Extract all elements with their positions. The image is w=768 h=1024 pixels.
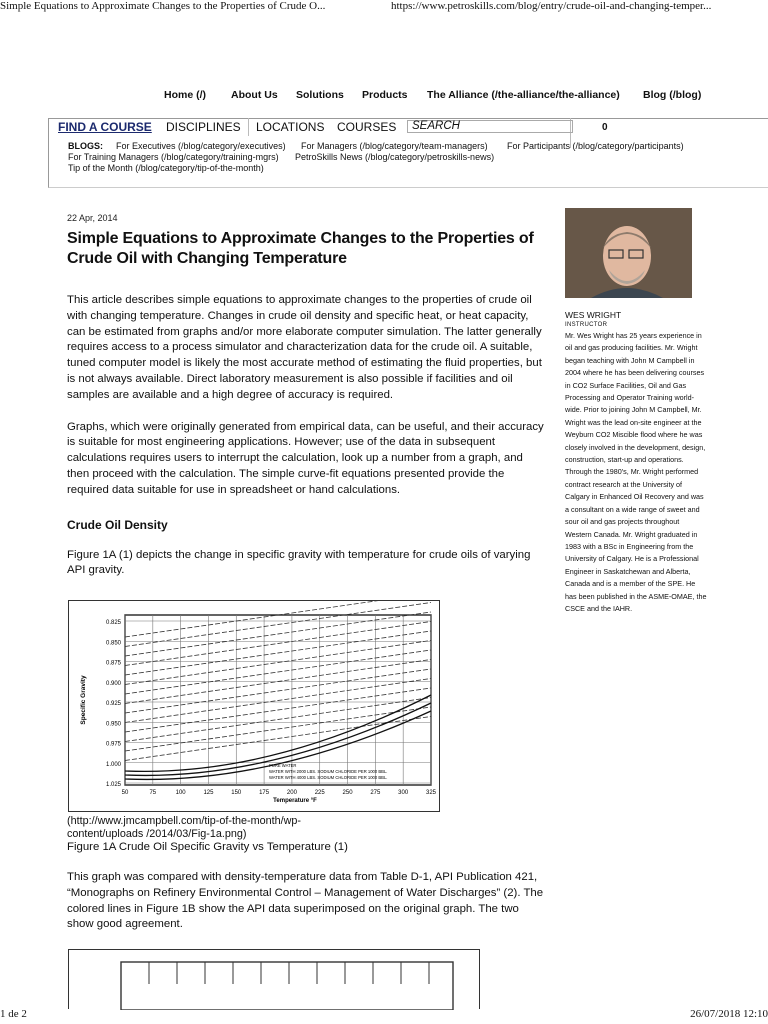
legend-label: PURE WATER — [269, 763, 297, 768]
x-tick-label: 200 — [286, 790, 297, 796]
figure-link[interactable]: (http://www.jmcampbell.com/tip-of-the-month/wp-content/uploads /2014/03/Fig-1a.png) — [67, 815, 302, 840]
gravity-line — [125, 669, 431, 713]
gravity-line — [125, 679, 431, 723]
author-photo — [565, 208, 692, 298]
x-tick-label: 325 — [425, 790, 437, 796]
x-tick-label: 300 — [398, 790, 409, 796]
nav-about-link[interactable]: About Us — [231, 89, 278, 101]
x-tick-label: 75 — [149, 790, 157, 796]
gravity-line — [125, 650, 431, 694]
blog-managers-link[interactable]: For Managers (/blog/category/team-managers) — [301, 141, 488, 151]
gravity-line — [125, 688, 431, 732]
disciplines-menu[interactable]: DISCIPLINES — [166, 120, 241, 134]
y-axis-label: Specific Gravity — [80, 675, 87, 725]
blog-participants-link[interactable]: For Participants (/blog/category/participants) — [507, 141, 684, 151]
gravity-line — [125, 612, 431, 656]
nav-alliance-link[interactable]: The Alliance (/the-alliance/the-alliance) — [427, 89, 620, 101]
y-tick-label: 0.925 — [105, 701, 121, 707]
nav-blog-link[interactable]: Blog (/blog) — [643, 89, 702, 101]
nav-home-link[interactable]: Home (/) — [164, 89, 206, 101]
legend-label: WATER WITH 2000 LBS. SODIUM CHLORIDE PER 1000 BBL. — [269, 769, 388, 774]
figure-1a — [68, 600, 440, 812]
y-tick-label: 0.900 — [105, 680, 121, 687]
blogs-label: BLOGS: — [68, 141, 103, 151]
article-title: Simple Equations to Approximate Changes to the Properties of Crude Oil with Changing Temperature — [67, 230, 534, 267]
blog-training-link[interactable]: For Training Managers (/blog/category/training-mgrs) — [68, 152, 279, 162]
article-paragraph: Figure 1A (1) depicts the change in specific gravity with temperature for crude oils of varying API gravity. — [67, 548, 531, 577]
blog-tip-link[interactable]: Tip of the Month (/blog/category/tip-of-the-month) — [68, 163, 264, 173]
author-name: WES WRIGHT — [565, 310, 622, 320]
y-tick-label: 0.875 — [105, 660, 121, 667]
print-header — [0, 0, 768, 14]
x-tick-label: 125 — [203, 790, 214, 796]
y-tick-label: 0.825 — [105, 620, 121, 626]
gravity-line — [125, 603, 431, 647]
article-paragraph: Graphs, which were originally generated from empirical data, can be useful, and their accuracy is suitable for most engineering applications. However; use of the data in subsequent calculations requires users to interrupt the calculation, look up a number from a graph, and then proceed with the calculation. The simple curve-fit equations presented provide the required data suitable for use in spreadsheet or hand calculations. — [67, 420, 544, 496]
cart-count-badge[interactable]: 0 — [602, 122, 608, 133]
x-tick-label: 175 — [259, 790, 270, 796]
article-paragraph: This graph was compared with density-temperature data from Table D-1, API Publication 421, “Monographs on Refinery Environmental Control – Management of Water Discharges” (2). The colored lines in Figure 1B show the API data superimposed on the original graph. The two show good agreement. — [67, 871, 544, 931]
search-input[interactable]: SEARCH — [407, 120, 573, 133]
print-page-url: https://www.petroskills.com/blog/entry/crude-oil-and-changing-temper... — [391, 0, 712, 12]
nav-solutions-link[interactable]: Solutions — [296, 89, 344, 101]
x-tick-label: 275 — [370, 790, 381, 796]
article-date: 22 Apr, 2014 — [67, 213, 118, 223]
author-bio: Mr. Wes Wright has 25 years experience in oil and gas producing facilities. Mr. Wright began teaching with John M Campbell in 2004 where he has been delivering courses in CO2 Surface Facilities, Oil and Gas Processing and Operator Training world-wide. Prior to joining John M Campbell, Mr. Wright was the lead on-site engineer at the Weyburn CO2 Miscible flood where he was closely involved in the development, design, construction, start-up and operations. Through the 1980's, Mr. Wright performed contract research at the University of Calgary in Enhanced Oil Recovery and was a consultant on a wide range of sweet and sour oil and gas projects throughout Western Canada. Mr. Wright graduated in 1983 with a BSc in Engineering from the University of Calgary. He is a Professional Engineer in Saskatchewan and Alberta, Canada and is a member of the SPE. He has been published in the ASME-OMAE, the CSCE and the IAHR. — [565, 331, 707, 613]
gravity-line — [125, 707, 431, 751]
blog-news-link[interactable]: PetroSkills News (/blog/category/petroskills-news) — [295, 152, 495, 162]
courses-menu[interactable]: COURSES — [337, 120, 397, 134]
locations-menu[interactable]: LOCATIONS — [256, 120, 325, 134]
print-page-number: 1 de 2 — [0, 1008, 27, 1020]
author-role: INSTRUCTOR — [565, 322, 608, 328]
print-footer — [0, 1008, 768, 1024]
section-heading: Crude Oil Density — [67, 517, 168, 532]
x-axis-label: Temperature °F — [273, 798, 317, 804]
find-course-link[interactable]: FIND A COURSE — [58, 120, 152, 134]
gravity-line — [125, 622, 431, 666]
x-tick-label: 250 — [342, 790, 353, 796]
course-nav — [0, 120, 768, 136]
article — [67, 213, 545, 579]
figure-1b-chart — [69, 950, 479, 1010]
y-tick-label: 1.025 — [105, 782, 121, 788]
gravity-line — [125, 698, 431, 742]
gravity-line — [125, 641, 431, 685]
blog-executives-link[interactable]: For Executives (/blog/category/executives) — [116, 141, 286, 151]
legend-label: WATER WITH 4000 LBS. SODIUM CHLORIDE PER 1000 BBL. — [269, 775, 388, 780]
nav-products-link[interactable]: Products — [362, 89, 408, 101]
gravity-line — [125, 631, 431, 675]
x-tick-label: 50 — [121, 790, 129, 796]
y-tick-label: 0.950 — [105, 721, 121, 728]
author-sidebar — [565, 208, 715, 615]
x-tick-label: 150 — [231, 790, 242, 796]
article-paragraph: This article describes simple equations to approximate changes to the properties of crude oil with changing temperature. Changes in crude oil density and specific heat, or heat capacity, can be estimated from graphs and/or more elaborate computer simulation. The latter generally requires access to a process simulator and characterization data for the crude oil. A suitable, tuned computer model is likely the most accurate method of estimating the fluid properties, but is not always available. Direct laboratory measurement is also possible if facilities and oil samples are available and a high degree of accuracy is required. — [67, 294, 542, 401]
specific-gravity-chart — [69, 601, 439, 811]
x-tick-label: 100 — [175, 790, 186, 796]
y-tick-label: 0.975 — [105, 741, 121, 748]
figure-caption: Figure 1A Crude Oil Specific Gravity vs Temperature (1) — [67, 841, 348, 853]
x-tick-label: 225 — [314, 790, 325, 796]
print-date: 26/07/2018 12:10 — [690, 1008, 768, 1020]
figure-1b-partial — [68, 949, 480, 1009]
y-tick-label: 1.000 — [105, 761, 121, 768]
print-page-title: Simple Equations to Approximate Changes to the Properties of Crude O... — [0, 0, 326, 12]
y-tick-label: 0.850 — [105, 640, 121, 647]
top-nav — [0, 89, 768, 105]
